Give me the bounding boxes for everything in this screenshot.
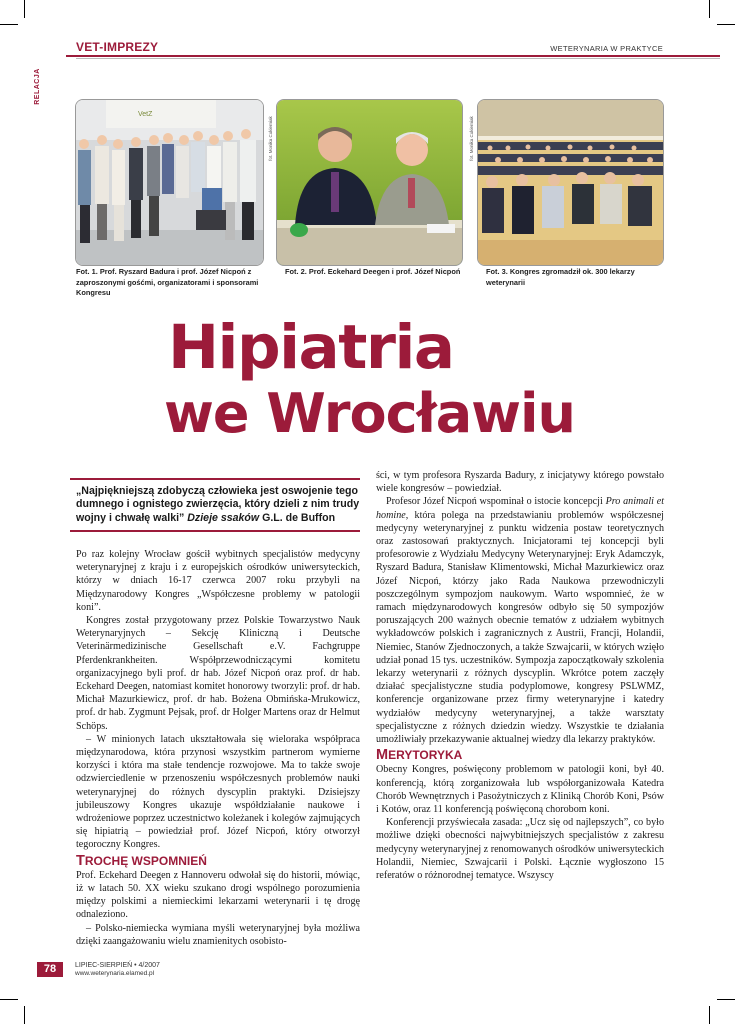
quote-author: G.L. de Buffon <box>262 511 336 524</box>
crop-mark <box>0 999 18 1000</box>
page-number: 78 <box>37 962 63 977</box>
photo-credit <box>467 108 475 168</box>
website-link[interactable]: www.weterynaria.elamed.pl <box>75 970 155 977</box>
photo-credit-text: fot. Monika Cukierniak <box>468 115 474 161</box>
side-tag-label: RELACJA <box>33 67 41 105</box>
concept-name: Pro animali et homine <box>376 496 664 521</box>
magazine-name: WETERYNARIA W PRAKTYCE <box>550 44 663 53</box>
paragraph: Obecny Kongres, poświęcony problemom w patologii koni, był 40. konferencją, którą zorganizowała lub współorganizowała Katedra Chorób Wewnętrznych i Pasożytniczych z Kliniką Chorób Koni, Psów i Kotów, oraz 11 konferencją poświęconą chorobom koni. <box>376 764 664 816</box>
header-rule <box>66 55 720 57</box>
quote-book: Dzieje ssaków <box>187 511 260 524</box>
section-heading <box>376 749 664 762</box>
side-tag <box>30 60 44 112</box>
paragraph-text: Profesor Józef Nicpoń wspominał o istocie koncepcji <box>386 496 603 508</box>
headline-line-1: Hipiatria <box>168 312 454 383</box>
section-title: VET-IMPREZY <box>76 40 159 54</box>
crop-mark <box>709 0 710 18</box>
photo-caption: Fot. 2. Prof. Eckehard Deegen i prof. Józef Nicpoń <box>285 267 461 276</box>
paragraph: – Polsko-niemiecka wymiana myśli weterynaryjnej była możliwa dzięki zaangażowaniu wielu znamienitych osobisto- <box>76 922 360 947</box>
pull-quote <box>76 485 360 525</box>
photo-credit <box>266 108 274 168</box>
photo-caption: Fot. 1. Prof. Ryszard Badura i prof. Józef Nicpoń z zaproszonymi gośćmi, organizatorami i sponsorami Kongresu <box>76 267 259 298</box>
headline-line-2: we Wrocławiu <box>164 382 575 445</box>
paragraph-text: , która polega na przedstawianiu problemów współczesnej medycyny weterynaryjnej z punktu widzenia postaw teoretycznych oraz zastosowań praktycznych. Inicjatorami tej koncepcji byli profesorowie z Wydziału Medycyny Weterynaryjnej: Eryk Adamczyk, Ryszard Badura, Stanisław Klimentowski, Michał Mazurkiewicz oraz Józef Nicpoń, którzy jako Rada Naukowa przewodniczyli poszczególnym sympozjom naukowym. Warto wspomnieć, że w ramach międzynarodowych kongresów odbyło się 50 sympozjów poruszających 200 ważnych obecnie tematów z udziałem wybitnych wykładowców polskich i zagranicznych z Austrii, Francji, Holandii, Niemiec, Stanów Zjednoczonych, a także Szwajcarii, w których wzięło udział ponad 15 tys. uczestników. Sympozja zapoczątkowały szkolenia lekarzy weterynarii z różnych dyscyplin. Wkrótce potem zaczęły działać specjalistyczne studia podyplomowe, kongresy PSLWMZ, konferencje organizowane przez firmy weterynaryjne i katedry wydziałów medycyny weterynaryjnej, a także warsztaty specjalistyczne z różnych dziedzin wiedzy. Wszystkie te działania umożliwiały przekazywanie aktualnej wiedzy dla lekarzy praktyków. <box>376 509 664 746</box>
crop-mark <box>0 24 18 25</box>
photo-group-image <box>76 100 263 265</box>
crop-mark <box>709 1006 710 1024</box>
right-column <box>376 469 664 882</box>
photo-audience-image <box>478 100 663 265</box>
crop-mark <box>24 1006 25 1024</box>
section-heading-rest: ROCHĘ WSPOMNIEŃ <box>84 853 207 868</box>
paragraph <box>376 495 664 746</box>
quote-rule-bottom <box>70 530 360 532</box>
paragraph: Prof. Eckehard Deegen z Hannoveru odwołał się do historii, mówiąc, iż w latach 50. XX wieku szukano drogi wspólnego porozumienia między polskimi a niemieckimi lekarzami weterynarii i tę drogę odnaleziono. <box>76 869 360 921</box>
paragraph: Po raz kolejny Wrocław gościł wybitnych specjalistów medycyny weterynaryjnej z kraju i z europejskich ośrodków uniwersyteckich, którzy w dniach 16-17 czerwca 2007 roku przybyli na Międzynarodowy Kongres „Współczesne problemy w patologii koni”. <box>76 549 360 613</box>
photo-group <box>75 99 264 266</box>
crop-mark <box>717 999 735 1000</box>
header-rule-thin <box>76 58 720 59</box>
issue-label: LIPIEC-SIERPIEŃ • 4/2007 <box>75 962 160 969</box>
photo-credit-text: fot. Monika Cukierniak <box>267 115 273 161</box>
photo-speakers <box>276 99 463 266</box>
crop-mark <box>717 24 735 25</box>
section-heading <box>76 852 360 869</box>
left-column <box>76 548 360 948</box>
section-heading-rest: ERYTORYKA <box>388 748 463 763</box>
section-heading-cap: T <box>76 852 85 869</box>
paragraph: – W minionych latach ukształtowała się wieloraka współpraca międzynarodowa, która przynosi wszystkim partnerom wymierne korzyści i która ma stałe tendencje rozwojowe. Ma to także swoje odzwierciedlenie w przenoszeniu współczesnych problemów nauki weterynaryjnej do różnych dyscyplin praktyki. Dzisiejszy jubileuszowy Kongres ukazuje współdziałanie naukowe i wdrożeniowe poprzez uczestnictwo koleżanek i kolegów zajmujących się hipiatrią – powiedział prof. Józef Nicpoń, który otworzył tegoroczny Kongres. <box>76 733 360 851</box>
quote-rule-top <box>70 478 360 480</box>
quote-text: „Najpiękniejszą zdobyczą człowieka jest oswojenie tego dumnego i ognistego zwierzęcia, który dzieli z nim trudy wojny i chwałę walki” <box>76 485 360 524</box>
photo-caption: Fot. 3. Kongres zgromadził ok. 300 lekarzy weterynarii <box>486 267 635 287</box>
paragraph: Konferencji przyświecała zasada: „Ucz się od najlepszych”, co było możliwe dzięki obecności najwybitniejszych specjalistów z zakresu medycyny weterynaryjnej z renomowanych ośrodków uniwersyteckich Holandii, Niemiec, Szwajcarii i Polski. Łącznie wygłoszono 15 referatów o różnorodnej tematyce. Wszyscy <box>376 817 664 882</box>
paragraph: ści, w tym profesora Ryszarda Badury, z inicjatywy którego powstało wiele kongresów – powiedział. <box>376 470 664 495</box>
banner-text: VetZ <box>138 111 153 118</box>
crop-mark <box>24 0 25 18</box>
paragraph: Kongres został przygotowany przez Polskie Towarzystwo Nauk Weterynaryjnych – Sekcję Kliniczną i Deutsche Veterinärmedizinische Gesellschaft e.V. Fachgruppe Pferdenkrankheiten. Współprzewodniczącymi komitetu organizacyjnego byli prof. dr hab. Józef Nicpoń oraz prof. dr hab. Eckehard Deegen, natomiast komitet honorowy tworzyli: prof. dr hab. Michał Mazurkiewicz, prof. dr hab. Bożena Obmińska-Mrukowicz, prof. dr hab. Zygmunt Pejsak, prof. dr Holger Martens oraz dr Helmut Schöps. <box>76 615 360 732</box>
photo-audience <box>477 99 664 266</box>
photo-speakers-image <box>277 100 462 265</box>
section-heading-cap: M <box>376 747 389 764</box>
